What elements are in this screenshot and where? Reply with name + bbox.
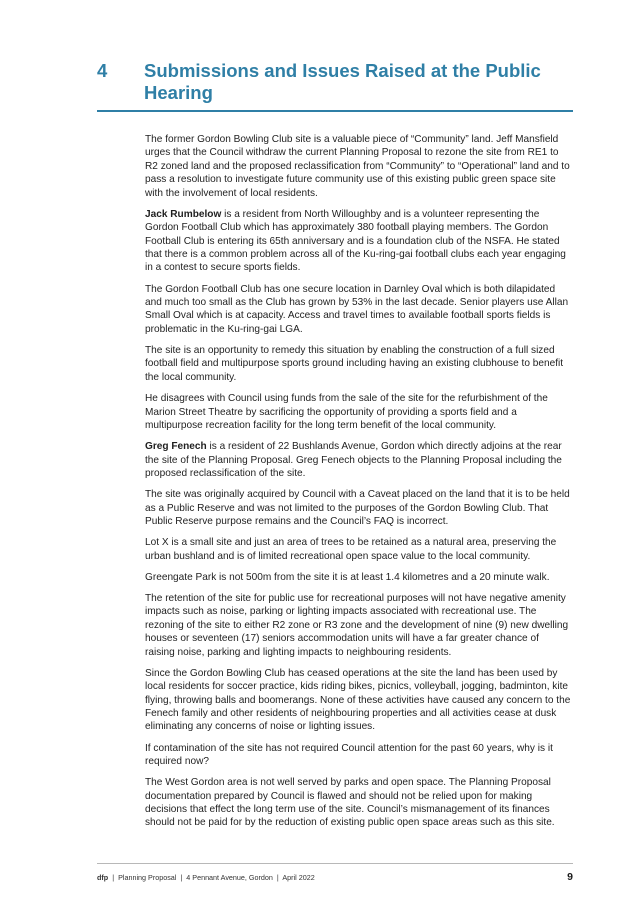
paragraph: The retention of the site for public use for recreational purposes will not have negative amenity impacts such as noise, parking or lighting impacts associated with recreational use. The rezoning of the site to either R2 zone or R3 zone and the development of nine (9) new dwelling houses or seventeen (17) seniors accommodation units will have a far greater chance of raising noise, parking and lighting impacts to neighbouring residents. (145, 592, 569, 658)
footer-date: April 2022 (282, 872, 315, 882)
footer-doc: Planning Proposal (118, 872, 177, 882)
paragraph: He disagrees with Council using funds from the sale of the site for the refurbishment of the Marion Street Theatre by sacrificing the opportunity of providing a sports field and a multipurpose recreation facility for the long term benefit of the local community. (145, 393, 548, 431)
paragraph: The Gordon Football Club has one secure location in Darnley Oval which is both dilapidated and much too small as the Club has grown by 53% in the last decade. Senior players use Allan Small Oval which is at capacity. Access and travel times to available football sports fields is problematic in the Ku-ring-gai LGA. (145, 283, 569, 335)
footer-brand: dfp (97, 872, 109, 882)
paragraph: The site is an opportunity to remedy this situation by enabling the construction of a full sized football field and multipurpose sports ground including having an existing clubhouse to benefit the local community. (145, 345, 564, 383)
heading-divider (97, 110, 573, 112)
footer-address: 4 Pennant Avenue, Gordon (186, 872, 273, 882)
paragraph: Greg Fenech is a resident of 22 Bushlands Avenue, Gordon which directly adjoins at the rear the site of the Planning Proposal. Greg Fenech objects to the Planning Proposal including the proposed reclassification of the site. (145, 441, 562, 479)
paragraph: The site was originally acquired by Council with a Caveat placed on the land that it is to be held as a Public Reserve and was not limited to the purposes of the Gordon Bowling Club. That Public Reserve purpose remains and the Council’s FAQ is incorrect. (145, 489, 570, 527)
speaker-name: Greg Fenech (145, 441, 207, 453)
paragraph: If contamination of the site has not required Council attention for the past 60 years, why is it required now? (145, 742, 553, 768)
paragraph: The former Gordon Bowling Club site is a valuable piece of “Community” land. Jeff Mansfield urges that the Council withdraw the current Planning Proposal to rezone the site from RE1 to R2 zoned land and the proposed reclassification from “Community” to “Operational” land and to pass a resolution to investigate future community use of this existing public green space site with the involvement of local residents. (145, 134, 570, 199)
paragraph: Lot X is a small site and just an area of trees to be retained as a natural area, preserving the urban bushland and is of limited recreational open space value to the local community. (145, 537, 557, 562)
body-text (145, 133, 571, 838)
paragraph: Since the Gordon Bowling Club has ceased operations at the site the land has been used by local residents for soccer practice, kids riding bikes, picnics, volleyball, jogging, badminton, kite flying, throwing balls and boomerangs. None of these activities have caused any concern to the Fenech family and other residents of neighbouring properties and all activities cease at dusk eliminating any concerns of noise or lighting issues. (145, 667, 571, 733)
section-title: Submissions and Issues Raised at the Public Hearing (144, 60, 541, 103)
paragraph: The West Gordon area is not well served by parks and open space. The Planning Proposal documentation prepared by Council is flawed and should not be relied upon for making decisions that effect the long term use of the site. Council’s mismanagement of its finances should not be paid for by the reduction of existing public open space areas such as this site. (145, 777, 555, 829)
footer-info: dfp | Planning Proposal | 4 Pennant Avenue, Gordon | April 2022 (97, 872, 315, 882)
section-heading (97, 60, 573, 104)
page-number: 9 (567, 871, 573, 883)
footer-divider (97, 863, 573, 864)
paragraph: Greengate Park is not 500m from the site it is at least 1.4 kilometres and a 20 minute walk. (145, 571, 550, 583)
page-footer (97, 871, 573, 883)
paragraph: Jack Rumbelow is a resident from North Willoughby and is a volunteer representing the Gordon Football Club which has approximately 380 football playing members. The Gordon Football Club is entering its 65th anniversary and is a foundation club of the NSFA. He stated that there is a common problem across all of the Ku-ring-gai football clubs each year engaging in a contest to secure sports fields. (145, 208, 566, 274)
speaker-name: Jack Rumbelow (145, 208, 222, 220)
section-number: 4 (97, 60, 108, 81)
